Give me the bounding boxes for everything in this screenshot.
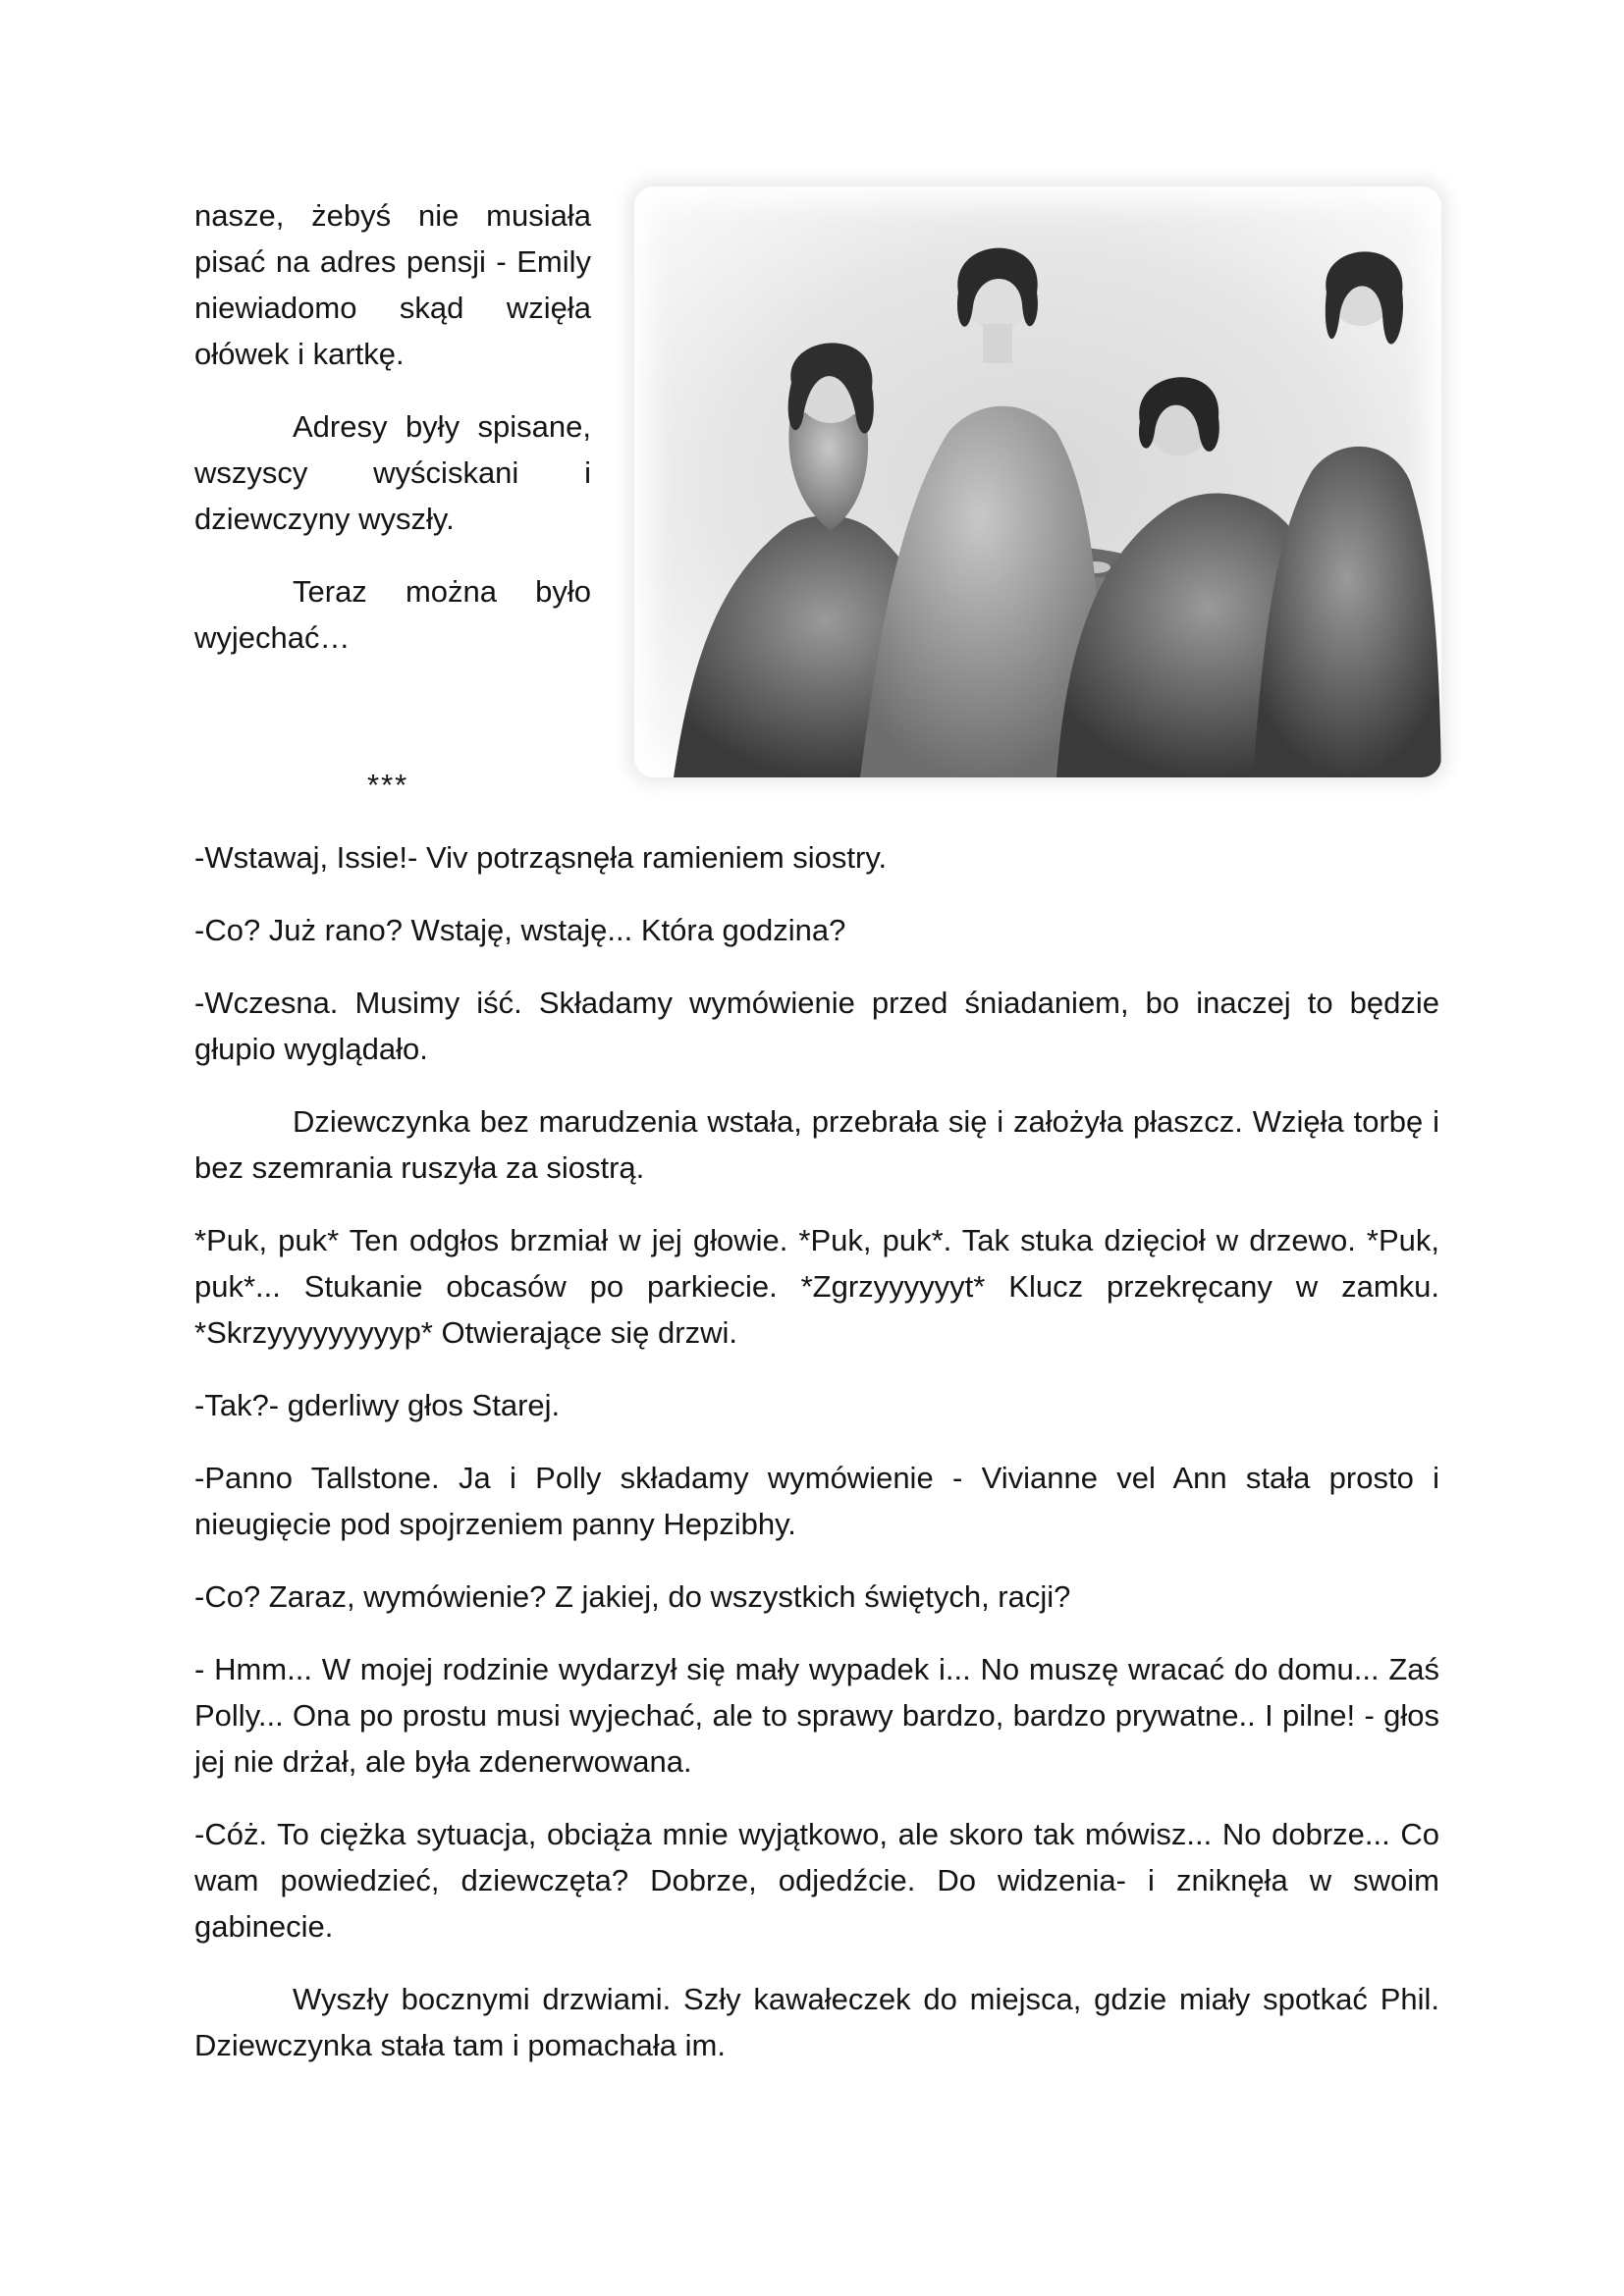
illustration-four-women-at-tea-table-icon bbox=[634, 187, 1441, 777]
paragraph: -Co? Już rano? Wstaję, wstaję... Która godzina? bbox=[194, 913, 846, 947]
column-paragraph-1: nasze, żebyś nie musiała pisać na adres pensji - Emily niewiadomo skąd wzięła ołówek i kartkę. bbox=[194, 198, 591, 371]
paragraph: Wyszły bocznymi drzwiami. Szły kawałeczek do miejsca, gdzie miały spotkać Phil. Dziewczynka stała tam i pomachała im. bbox=[194, 1982, 1439, 2062]
paragraph: Dziewczynka bez marudzenia wstała, przebrała się i założyła płaszcz. Wzięła torbę i bez szemrania ruszyła za siostrą. bbox=[194, 1104, 1439, 1185]
paragraph: - Hmm... W mojej rodzinie wydarzył się mały wypadek i... No muszę wracać do domu... Zaś Polly... Ona po prostu musi wyjechać, ale to sprawy bardzo, bardzo prywatne.. I pilne! - głos jej nie drżał, ale była zdenerwowana. bbox=[194, 1652, 1439, 1779]
body-text bbox=[194, 834, 1439, 2095]
text-column bbox=[194, 192, 591, 687]
column-paragraph-2: Adresy były spisane, wszyscy wyściskani i dziewczyny wyszły. bbox=[194, 409, 591, 536]
paragraph: *Puk, puk* Ten odgłos brzmiał w jej głowie. *Puk, puk*. Tak stuka dzięcioł w drzewo. *Puk, puk*... Stukanie obcasów po parkiecie. *Zgrzyyyyyyt* Klucz przekręcany w zamku. *Skrzyyyyyyyyyp* Otwierające się drzwi. bbox=[194, 1223, 1439, 1350]
section-separator: *** bbox=[367, 768, 409, 802]
column-paragraph-3: Teraz można było wyjechać… bbox=[194, 574, 591, 655]
paragraph: -Wstawaj, Issie!- Viv potrząsnęła ramieniem siostry. bbox=[194, 840, 888, 875]
paragraph: -Panno Tallstone. Ja i Polly składamy wymówienie - Vivianne vel Ann stała prosto i nieugięcie pod spojrzeniem panny Hepzibhy. bbox=[194, 1461, 1439, 1541]
paragraph: -Tak?- gderliwy głos Starej. bbox=[194, 1388, 561, 1422]
paragraph: -Wczesna. Musimy iść. Składamy wymówienie przed śniadaniem, bo inaczej to będzie głupio wyglądało. bbox=[194, 986, 1439, 1066]
paragraph: -Co? Zaraz, wymówienie? Z jakiej, do wszystkich świętych, racji? bbox=[194, 1579, 1071, 1614]
vintage-illustration bbox=[634, 187, 1441, 777]
paragraph: -Cóż. To ciężka sytuacja, obciąża mnie wyjątkowo, ale skoro tak mówisz... No dobrze... Co wam powiedzieć, dziewczęta? Dobrze, odjedźcie. Do widzenia- i zniknęła w swoim gabinecie. bbox=[194, 1817, 1439, 1944]
